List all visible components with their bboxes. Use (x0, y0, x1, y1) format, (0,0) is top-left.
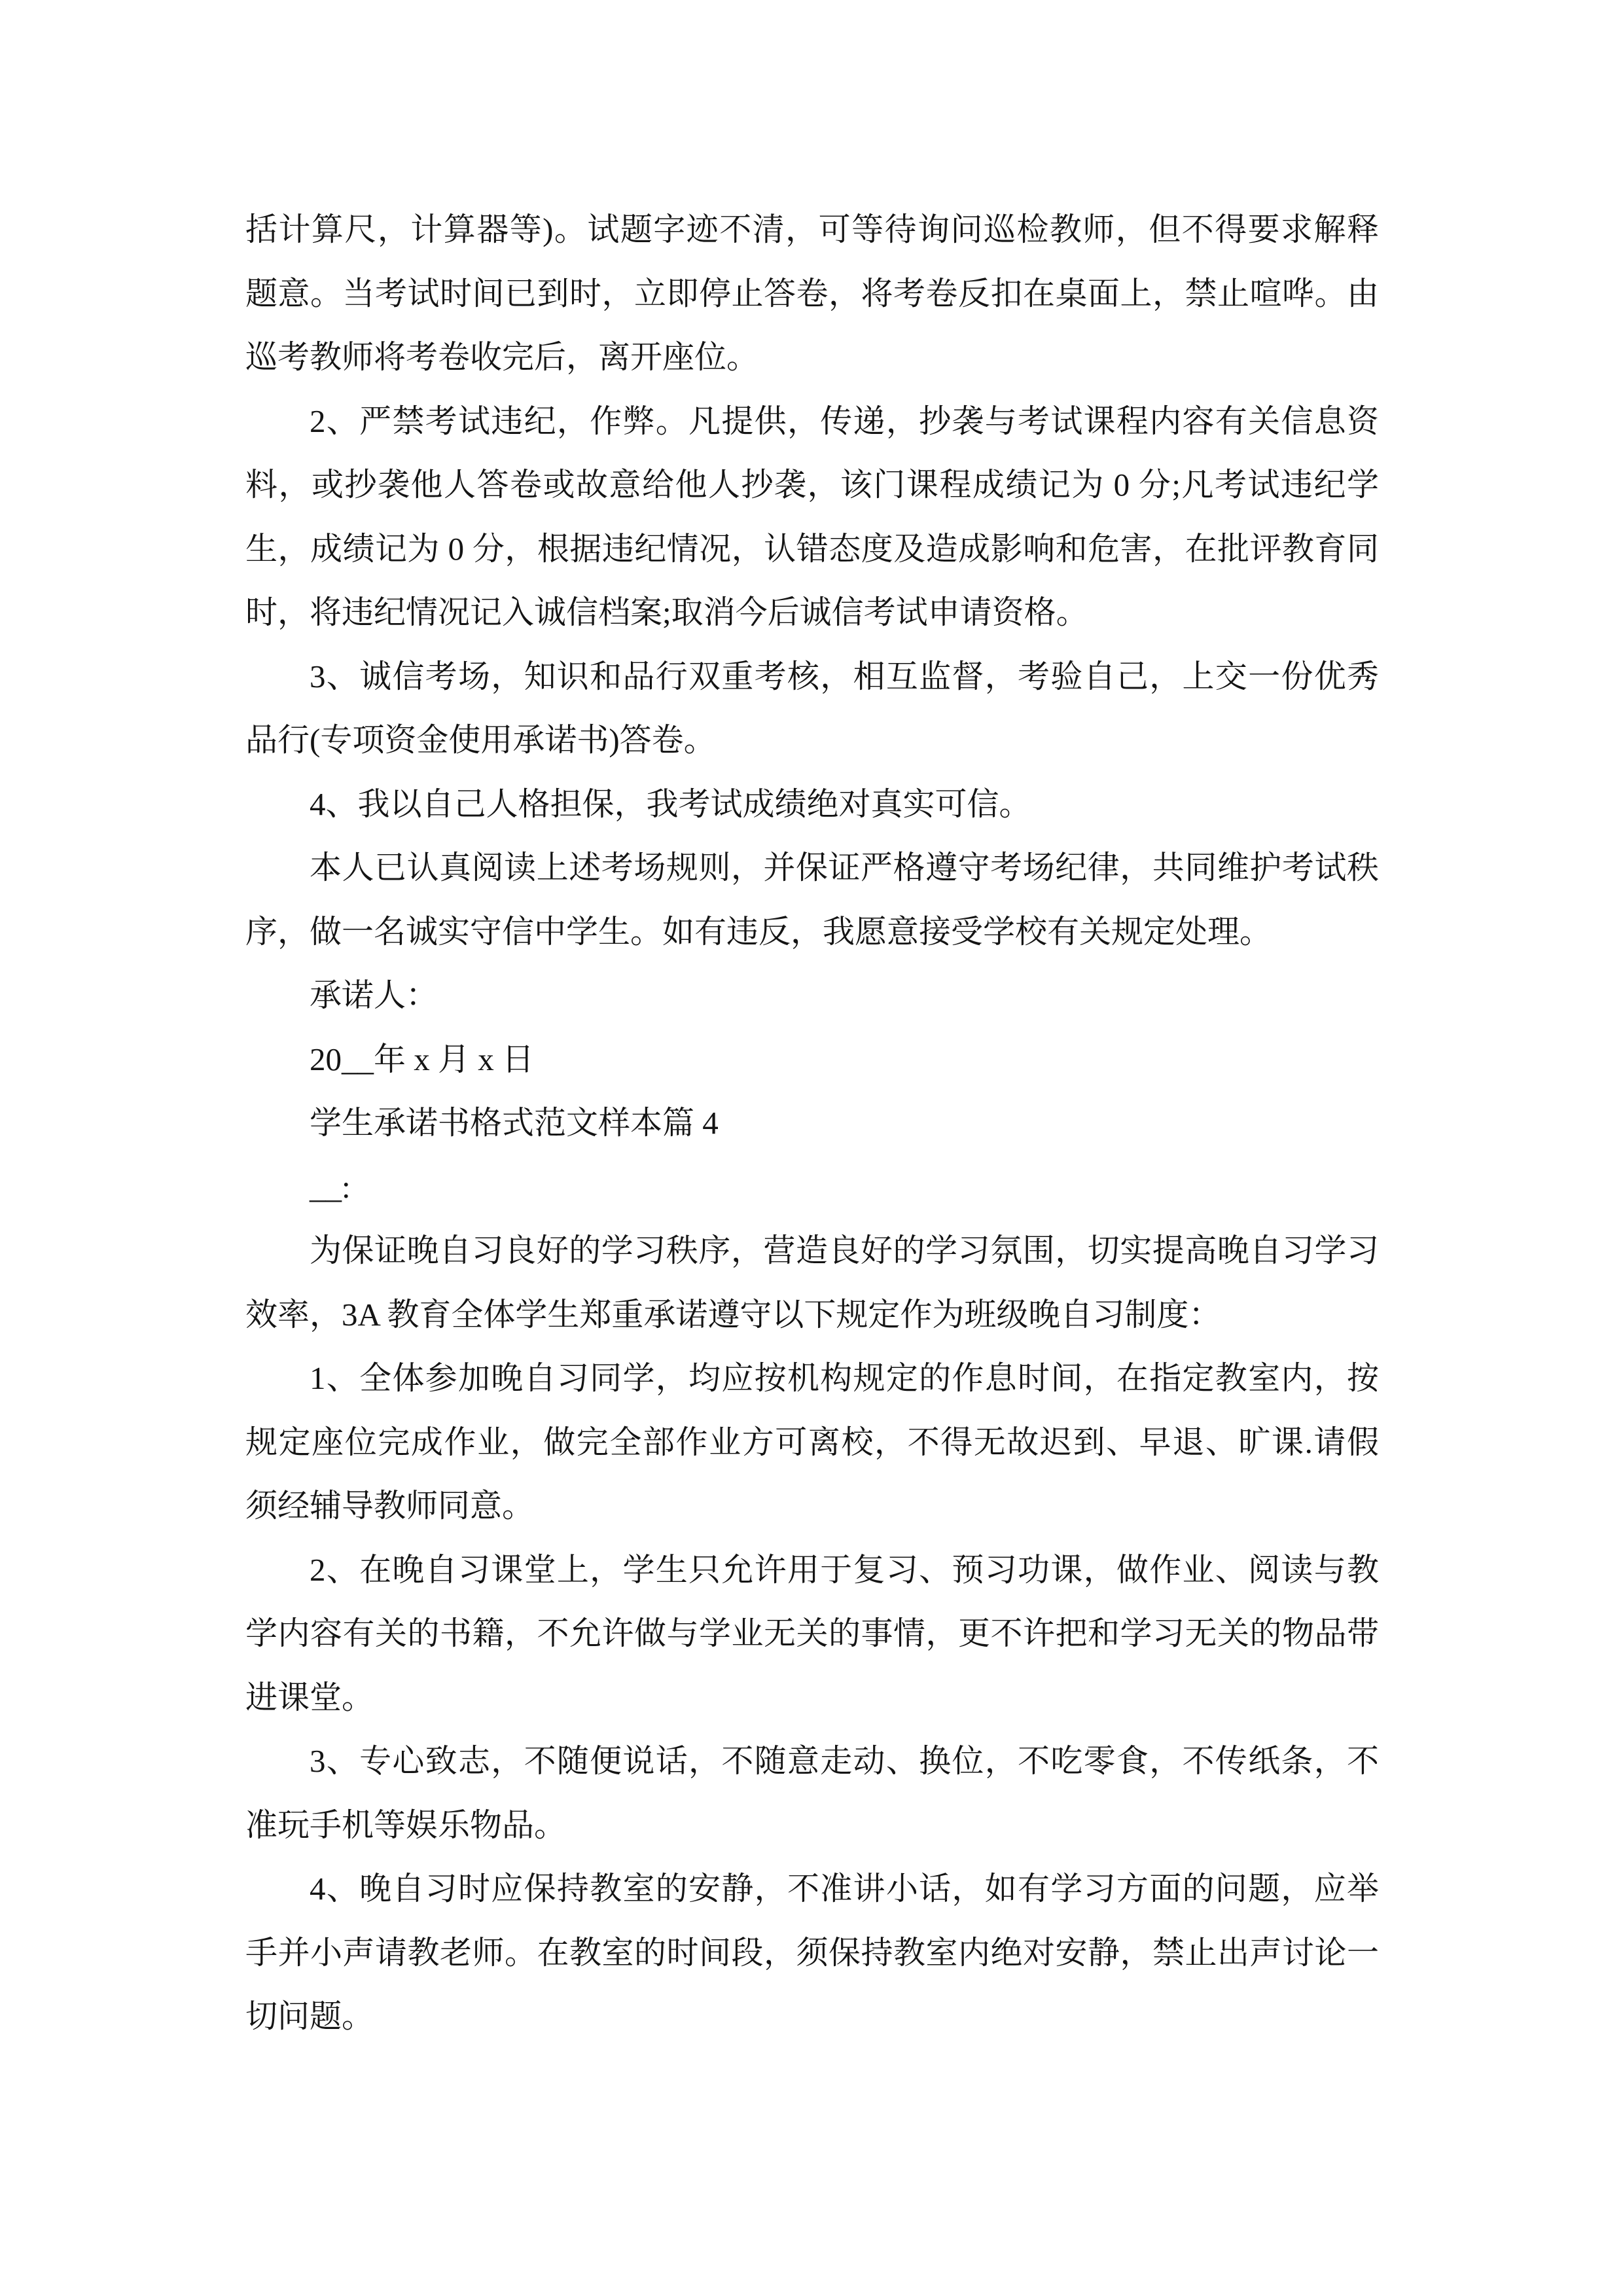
text-line: 序，做一名诚实守信中学生。如有违反，我愿意接受学校有关规定处理。 (245, 913, 1272, 950)
text-line: 规定座位完成作业，做完全部作业方可离校，不得无故迟到、早退、旷课.请假 (245, 1424, 1379, 1460)
text-line: 学生承诺书格式范文样本篇 4 (310, 1105, 719, 1141)
text-line: 本人已认真阅读上述考场规则，并保证严格遵守考场纪律，共同维护考试秩 (310, 850, 1379, 886)
text-line: 品行(专项资金使用承诺书)答卷。 (245, 722, 716, 758)
text-line: 料，或抄袭他人答卷或故意给他人抄袭，该门课程成绩记为 0 分;凡考试违纪学 (245, 467, 1379, 503)
text-line: 须经辅导教师同意。 (245, 1488, 535, 1524)
text-line: 巡考教师将考卷收完后，离开座位。 (245, 339, 759, 375)
text-line: 准玩手机等娱乐物品。 (245, 1806, 567, 1843)
text-line: 3、诚信考场，知识和品行双重考核，相互监督，考验自己，上交一份优秀 (310, 658, 1379, 694)
text-line: 2、严禁考试违纪，作弊。凡提供，传递，抄袭与考试课程内容有关信息资 (310, 403, 1379, 439)
text-line: 括计算尺，计算器等)。试题字迹不清，可等待询问巡检教师，但不得要求解释 (245, 211, 1379, 247)
text-line: 20__年 x 月 x 日 (310, 1041, 535, 1077)
text-line: 为保证晚自习良好的学习秩序，营造良好的学习氛围，切实提高晚自习学习 (310, 1232, 1379, 1268)
text-line: 1、全体参加晚自习同学，均应按机构规定的作息时间，在指定教室内，按 (310, 1360, 1379, 1396)
text-line: 学内容有关的书籍，不允许做与学业无关的事情，更不许把和学习无关的物品带 (245, 1615, 1379, 1651)
text-line: 4、晚自习时应保持教室的安静，不准讲小话，如有学习方面的问题，应举 (310, 1871, 1379, 1907)
document-body (245, 198, 1379, 2049)
text-line: 时，将违纪情况记入诚信档案;取消今后诚信考试申请资格。 (245, 594, 1088, 630)
text-line: 题意。当考试时间已到时，立即停止答卷，将考卷反扣在桌面上，禁止喧哗。由 (245, 275, 1379, 312)
text-line: 进课堂。 (245, 1679, 374, 1715)
text-line: 生，成绩记为 0 分，根据违纪情况，认错态度及造成影响和危害，在批评教育同 (245, 530, 1379, 567)
text-line: 4、我以自己人格担保，我考试成绩绝对真实可信。 (310, 785, 1031, 822)
text-line: __: (310, 1168, 351, 1205)
text-line: 效率，3A 教育全体学生郑重承诺遵守以下规定作为班级晚自习制度： (245, 1296, 1221, 1333)
text-line: 手并小声请教老师。在教室的时间段，须保持教室内绝对安静，禁止出声讨论一 (245, 1934, 1379, 1971)
text-line: 3、专心致志，不随便说话，不随意走动、换位，不吃零食，不传纸条，不 (310, 1743, 1379, 1779)
text-line: 2、在晚自习课堂上，学生只允许用于复习、预习功课，做作业、阅读与教 (310, 1551, 1379, 1588)
text-line: 承诺人： (310, 977, 438, 1013)
text-line: 切问题。 (245, 1998, 374, 2034)
